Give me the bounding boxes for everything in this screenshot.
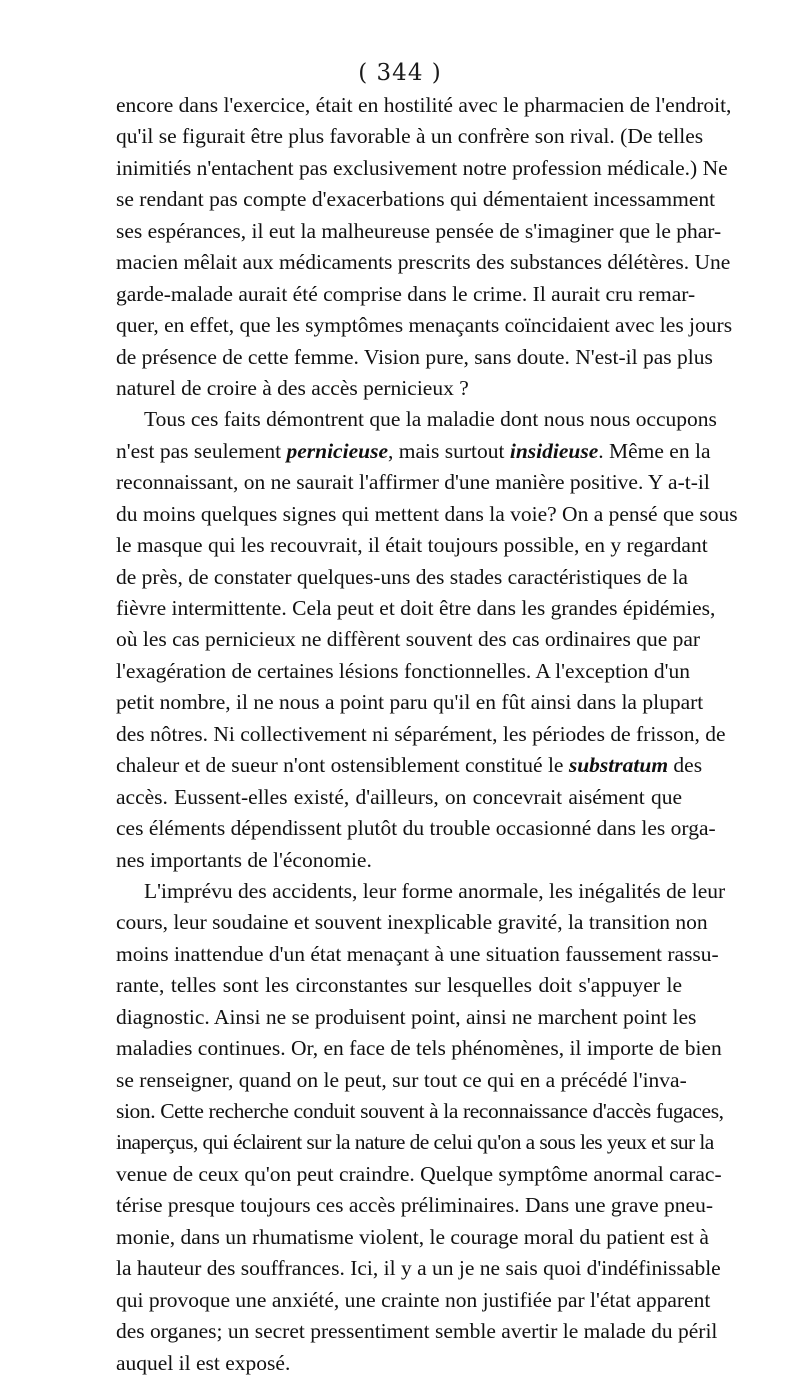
text-run: des [668,753,703,778]
text-line: ses espérances, il eut la malheureuse pensée de s'imaginer que le phar- [116,218,722,243]
text-run: n'est pas seulement [116,438,287,463]
text-line: accès. Eussent-elles existé, d'ailleurs, on concevrait aisément que [116,784,682,809]
text-line: diagnostic. Ainsi ne se produisent point, ainsi ne marchent point les [116,1004,697,1029]
text-line: des organes; un secret pressentiment semble avertir le malade du péril [116,1319,718,1344]
italic-term: substratum [568,753,669,778]
text-line: cours, leur soudaine et souvent inexplicable gravité, la transition non [116,910,708,935]
text-run: chaleur et de sueur n'ont ostensiblement constitué le [116,753,569,778]
text-line: de présence de cette femme. Vision pure, sans doute. N'est-il pas plus [116,344,713,369]
text-line: L'imprévu des accidents, leur forme anormale, les inégalités de leur [144,878,726,903]
text-line: qu'il se figurait être plus favorable à un confrère son rival. (De telles [116,124,704,149]
text-line: moins inattendue d'un état menaçant à une situation faussement rassu- [116,941,719,966]
text-line: Tous ces faits démontrent que la maladie dont nous nous occupons [144,407,717,432]
paragraph-end-line: nes importants de l'économie. [116,847,372,872]
text-line: la hauteur des souffrances. Ici, il y a un je ne sais quoi d'indéfinissable [116,1256,721,1281]
text-line: ces éléments dépendissent plutôt du trouble occasionné dans les orga- [116,816,716,841]
text-line: petit nombre, il ne nous a point paru qu'il en fût ainsi dans la plupart [116,690,704,715]
page-number: ( 344 ) [358,60,442,86]
italic-term: insidieuse [509,438,599,463]
text-line: macien mêlait aux médicaments prescrits des substances délétères. Une [116,250,731,275]
text-line: térise presque toujours ces accès préliminaires. Dans une grave pneu- [116,1193,713,1218]
text-line: l'exagération de certaines lésions fonctionnelles. A l'exception d'un [116,658,691,683]
paragraph-end-line: naturel de croire à des accès pernicieux ? [116,375,469,400]
text-line: des nôtres. Ni collectivement ni séparément, les périodes de frisson, de [116,721,726,746]
text-line: inimitiés n'entachent pas exclusivement notre profession médicale.) Ne [116,155,728,180]
text-line: inaperçus, qui éclairent sur la nature de celui qu'on a sous les yeux et sur la [116,1130,714,1155]
text-line: garde-malade aurait été comprise dans le crime. Il aurait cru remar- [116,281,696,306]
text-line: sion. Cette recherche conduit souvent à la reconnaissance d'accès fugaces, [116,1099,724,1123]
text-line: monie, dans un rhumatisme violent, le courage moral du patient est à [116,1224,709,1249]
text-line: venue de ceux qu'on peut craindre. Quelque symptôme anormal carac- [116,1161,722,1186]
italic-term: pernicieuse [286,438,388,463]
text-line: du moins quelques signes qui mettent dans la voie? On a pensé que sous [116,501,738,526]
text-line-with-italics [116,436,711,467]
paragraph-end-line: auquel il est exposé. [116,1350,291,1375]
text-line: quer, en effet, que les symptômes menaçants coïncidaient avec les jours [116,313,733,338]
text-line: se rendant pas compte d'exacerbations qui démentaient incessamment [116,187,716,212]
text-line: qui provoque une anxiété, une crainte non justifiée par l'état apparent [116,1287,711,1312]
text-line-with-italics [116,750,703,781]
text-run: , mais surtout [388,438,510,463]
text-line: maladies continues. Or, en face de tels phénomènes, il importe de bien [116,1036,722,1061]
text-line: de près, de constater quelques-uns des stades caractéristiques de la [116,564,688,589]
text-run: . Même en la [598,438,711,463]
text-line: le masque qui les recouvrait, il était toujours possible, en y regardant [116,533,708,558]
text-line: où les cas pernicieux ne diffèrent souvent des cas ordinaires que par [116,627,701,652]
text-line: encore dans l'exercice, était en hostilité avec le pharmacien de l'endroit, [116,93,732,117]
text-line: se renseigner, quand on le peut, sur tout ce qui en a précédé l'inva- [116,1067,687,1092]
text-line: reconnaissant, on ne saurait l'affirmer d'une manière positive. Y a-t-il [116,470,710,495]
text-line: rante, telles sont les circonstantes sur lesquelles doit s'appuyer le [116,973,682,998]
text-line: fièvre intermittente. Cela peut et doit être dans les grandes épidémies, [116,596,716,620]
body-text [116,90,738,1379]
